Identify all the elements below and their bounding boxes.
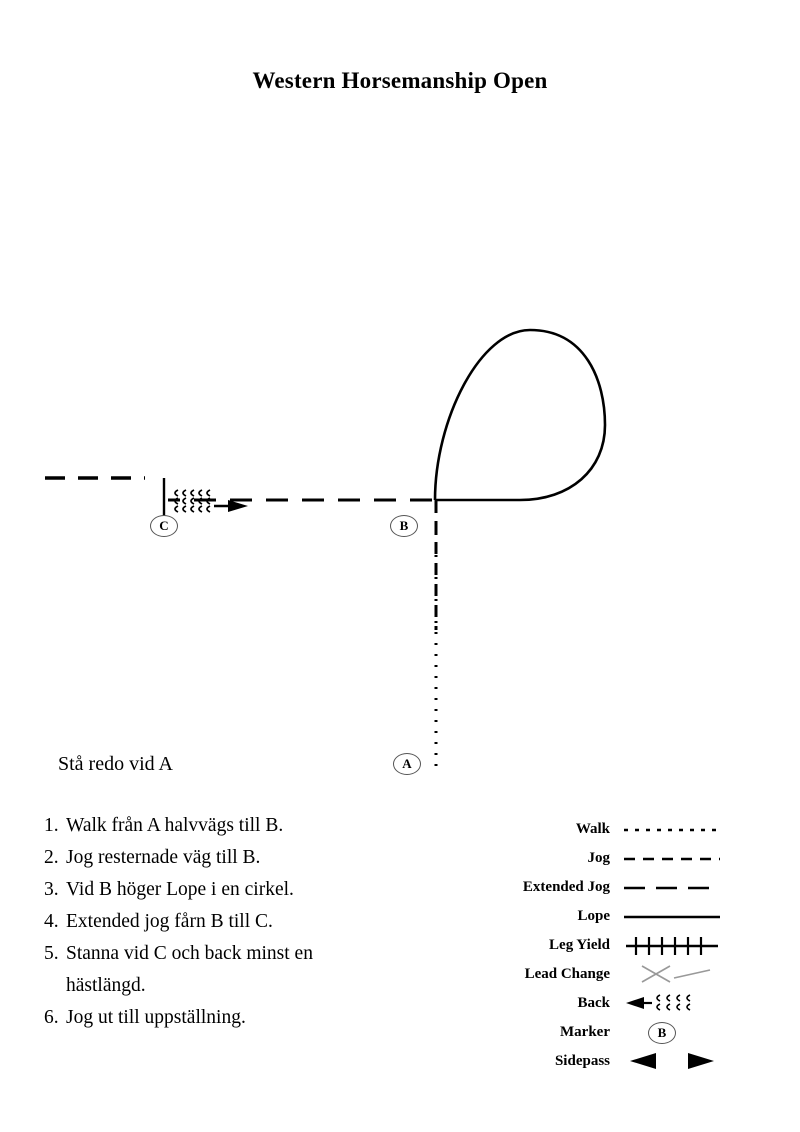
step-number: 5. xyxy=(44,943,59,964)
legend-label: Extended Jog xyxy=(522,879,610,895)
legend-label: Back xyxy=(577,995,610,1011)
step-number: 3. xyxy=(44,879,59,900)
lope-circle-path xyxy=(435,330,605,500)
legend-label: Jog xyxy=(587,850,610,866)
list-item xyxy=(44,938,374,1002)
marker-c: C xyxy=(150,515,178,537)
step-number: 4. xyxy=(44,911,59,932)
legend-row-back xyxy=(470,989,750,1018)
marker-circle-icon xyxy=(622,1018,722,1047)
legend xyxy=(470,815,750,1076)
legend-label: Marker xyxy=(560,1024,610,1040)
legend-marker-sample-label: B xyxy=(648,1022,676,1044)
instruction-list xyxy=(44,810,374,1034)
legend-row-leg-yield xyxy=(470,931,750,960)
page-title: Western Horsemanship Open xyxy=(252,68,548,93)
legend-row-lead-change xyxy=(470,960,750,989)
legend-row-lope xyxy=(470,902,750,931)
step-number: 2. xyxy=(44,847,59,868)
step-text: Extended jog fårn B till C. xyxy=(66,911,273,932)
pattern-diagram-svg xyxy=(0,300,800,820)
step-text: Vid B höger Lope i en cirkel. xyxy=(66,879,294,900)
list-item xyxy=(44,842,374,874)
marker-b: B xyxy=(390,515,418,537)
ready-position-text: Stå redo vid A xyxy=(58,753,173,775)
legend-label: Leg Yield xyxy=(549,937,610,953)
lope-solid-line-icon xyxy=(622,902,722,931)
legend-label: Sidepass xyxy=(554,1053,610,1069)
pattern-diagram xyxy=(0,300,800,820)
sidepass-double-arrow-icon xyxy=(622,1047,722,1076)
walk-dotted-line-icon xyxy=(622,815,722,844)
legend-row-walk xyxy=(470,815,750,844)
list-item xyxy=(44,874,374,906)
step-number: 6. xyxy=(44,1007,59,1028)
legend-label: Lope xyxy=(577,908,610,924)
extended-jog-long-dashed-line-icon xyxy=(622,873,722,902)
list-item xyxy=(44,1002,374,1034)
list-item xyxy=(44,906,374,938)
back-arrow-zigzag-icon xyxy=(622,989,722,1018)
step-text: Stanna vid C och back minst en hästlängd. xyxy=(66,943,313,996)
legend-label: Lead Change xyxy=(524,966,610,982)
legend-row-jog xyxy=(470,844,750,873)
step-text: Jog resternade väg till B. xyxy=(66,847,261,868)
legend-row-sidepass xyxy=(470,1047,750,1076)
leg-yield-hatched-line-icon xyxy=(622,931,722,960)
step-text: Jog ut till uppställning. xyxy=(66,1007,246,1028)
marker-a: A xyxy=(393,753,421,775)
legend-label: Walk xyxy=(575,821,610,837)
step-number: 1. xyxy=(44,815,59,836)
legend-row-extended-jog xyxy=(470,873,750,902)
legend-row-marker xyxy=(470,1018,750,1047)
jog-dashed-line-icon xyxy=(622,844,722,873)
step-text: Walk från A halvvägs till B. xyxy=(66,815,284,836)
lead-change-crossed-line-icon xyxy=(622,960,722,989)
list-item xyxy=(44,810,374,842)
